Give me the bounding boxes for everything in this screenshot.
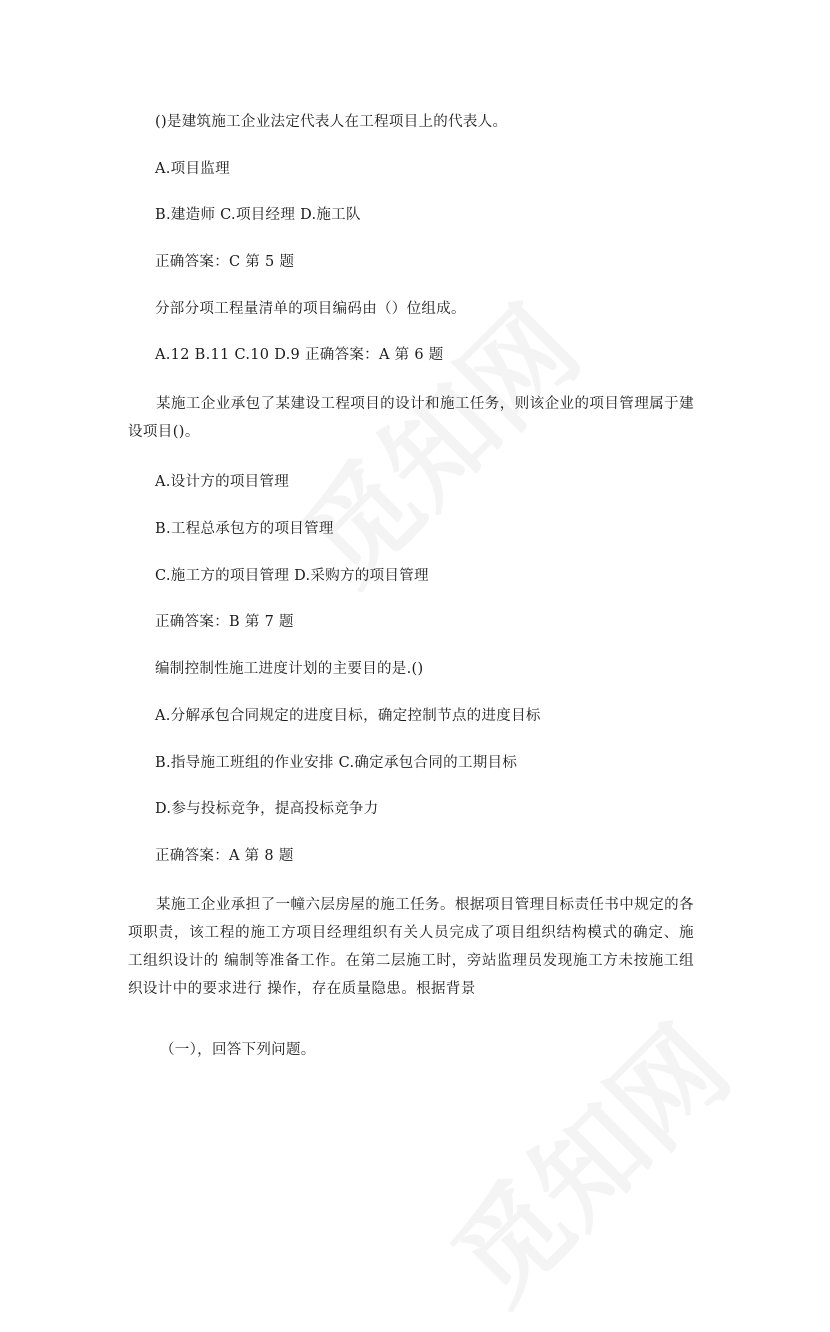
question-7-answer: 正确答案：A 第 8 题 (155, 848, 294, 864)
case-background-paragraph: 某施工企业承担了一幢六层房屋的施工任务。根据项目管理目标责任书中规定的各项职责，该工程的施工方项目经理组织有关人员完成了项目组织结构模式的确定、施工组织设计的 编制等准备工作。在第二层施工时，旁站监理员发现施工方未按施工组织设计中的要求进行 操作，存在质量隐患。根据背景 (128, 897, 694, 997)
question-4-options-bcd: B.建造师 C.项目经理 D.施工队 (155, 207, 361, 223)
question-4-answer: 正确答案：C 第 5 题 (155, 254, 295, 270)
question-6-option-b: B.工程总承包方的项目管理 (155, 521, 334, 537)
case-question-prompt: （一），回答下列问题。 (160, 1042, 316, 1058)
question-7-text: 编制控制性施工进度计划的主要目的是.() (155, 661, 424, 677)
watermark (412, 986, 757, 1331)
question-7-option-d: D.参与投标竞争，提高投标竞争力 (155, 801, 379, 817)
question-6-text: 某施工企业承包了某建设工程项目的设计和施工任务，则该企业的项目管理属于建设项目()。 (128, 396, 694, 440)
question-4-option-a: A.项目监理 (155, 161, 230, 177)
question-6-options-cd: C.施工方的项目管理 D.采购方的项目管理 (155, 568, 429, 584)
question-4-text: ()是建筑施工企业法定代表人在工程项目上的代表人。 (155, 114, 508, 130)
question-5-options-answer: A.12 B.11 C.10 D.9 正确答案：A 第 6 题 (155, 347, 444, 363)
question-6-option-a: A.设计方的项目管理 (155, 474, 290, 490)
question-5-text: 分部分项工程量清单的项目编码由（）位组成。 (155, 301, 466, 317)
question-6-answer: 正确答案：B 第 7 题 (155, 614, 294, 630)
question-7-option-a: A.分解承包合同规定的进度目标，确定控制节点的进度目标 (155, 708, 541, 724)
question-7-options-bc: B.指导施工班组的作业安排 C.确定承包合同的工期目标 (155, 755, 518, 771)
